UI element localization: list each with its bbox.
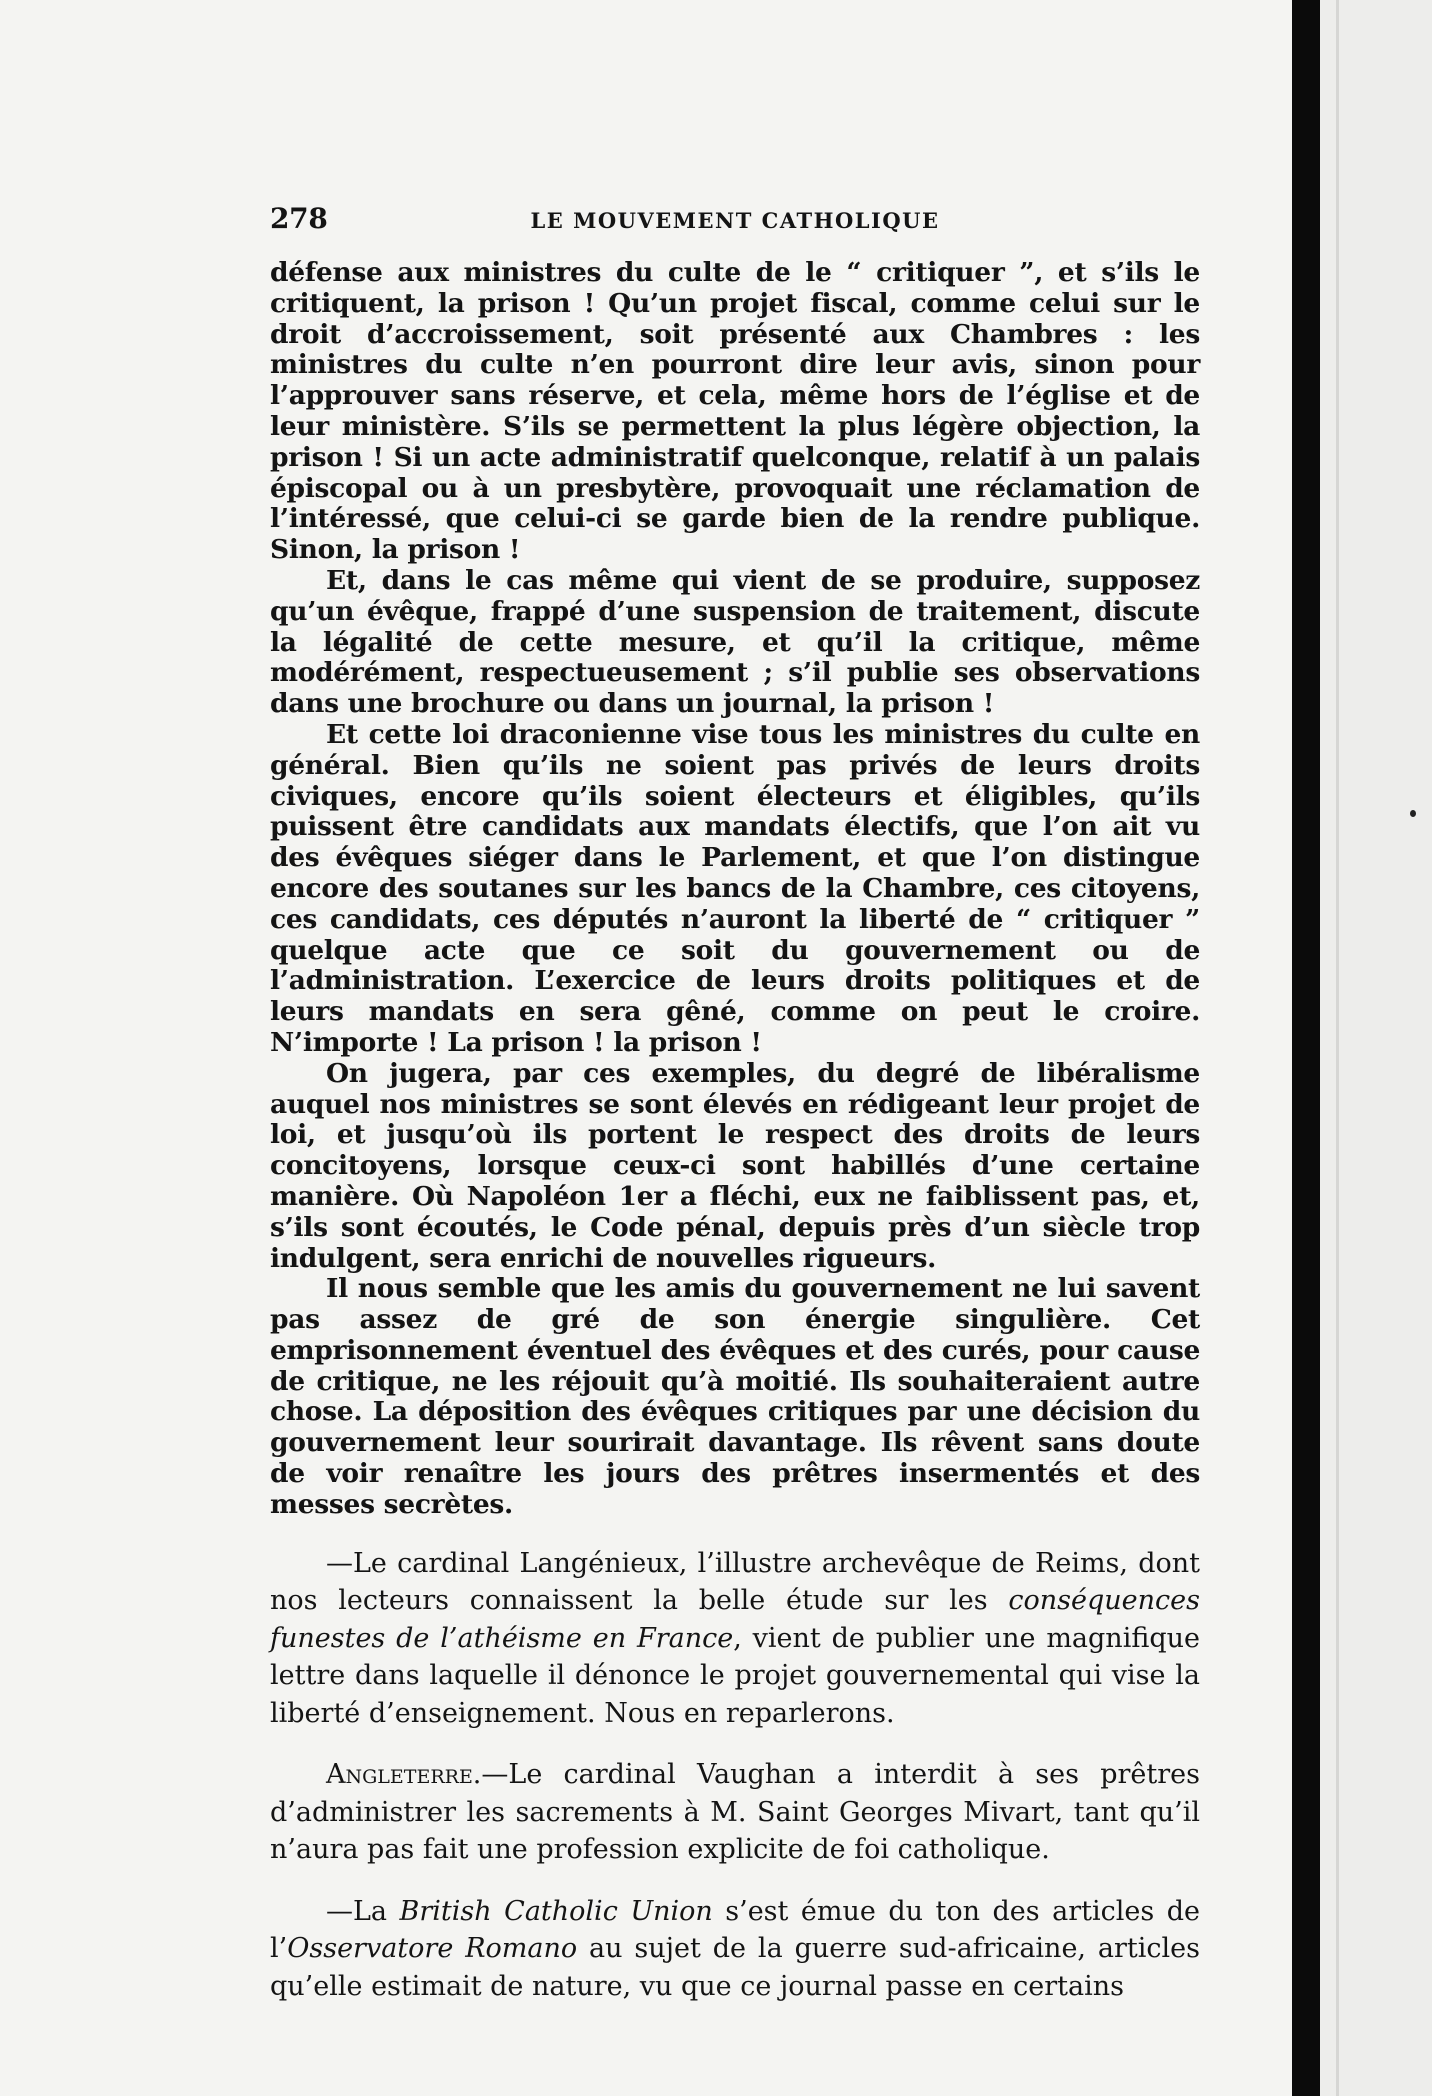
news-text: —La [326,1895,400,1927]
paragraph-2: Et, dans le cas même qui vient de se produire, supposez qu’un évêque, frappé d’une suspension de traitement, discute la légalité de cette mesure, et qu’il la critique, même modérément, respectueusement ; s’il publie ses observations dans une brochure ou dans un journal, la prison ! [270,564,1200,720]
italic-name: British Catholic Union [399,1895,713,1927]
news-text: —Le cardinal Vaughan a interdit à ses prêtres d’administrer les sacrements à M. Saint Georges Mivart, tant qu’il n’aura pas fait une profession explicite de foi catholique. [270,1759,1200,1866]
paragraph-3: Et cette loi draconienne vise tous les ministres du culte en général. Bien qu’ils ne soient pas privés de leurs droits civiques, encore qu’ils soient électeurs et éligibles, qu’ils puissent être candidats aux mandats électifs, que l’on ait vu des évêques siéger dans le Parlement, et que l’on distingue encore des soutanes sur les bancs de la Chambre, ces citoyens, ces candidats, ces députés n’auront la liberté de “ critiquer ” quelque acte que ce soit du gouvernement ou de l’administration. L’exercice de leurs droits politiques et de leurs mandats en sera gêné, comme on peut le croire. N’importe ! La prison ! la prison ! [270,718,1200,1058]
news-text: au sujet de la guerre sud-africaine, articles qu’elle estimait de nature, vu que ce journal passe en certains [270,1933,1200,2002]
paragraph-1: défense aux ministres du culte de le “ critiquer ”, et s’ils le critiquent, la prison ! Qu’un projet fiscal, comme celui sur le droit d’accroissement, soit présenté aux Chambres : les ministres du culte n’en pourront dire leur avis, sinon pour l’approuver sans réserve, et cela, même hors de l’église et de leur ministère. S’ils se permettent la plus légère objection, la prison ! Si un acte administratif quelconque, relatif à un palais épiscopal ou à un presbytère, provoquait une réclamation de l’intéressé, que celui-ci se garde bien de la rendre publique. Sinon, la prison ! [270,257,1200,566]
italic-title: conséquences funestes de l’athéisme en France [270,1585,1200,1654]
book-gutter [1292,0,1320,2096]
running-title: LE MOUVEMENT CATHOLIQUE [530,208,940,233]
news-item-angleterre [270,1756,1200,1869]
paragraph-5: Il nous semble que les amis du gouvernement ne lui savent pas assez de gré de son énergie singulière. Cet emprisonnement éventuel des évêques et des curés, pour cause de critique, ne les réjouit qu’à moitié. Ils souhaiteraient autre chose. La déposition des évêques critiques par une décision du gouvernement leur sourirait davantage. Ils rêvent sans doute de voir renaître les jours des prêtres insermentés et des messes secrètes. [270,1273,1200,1520]
italic-name: Osservatore Romano [287,1933,578,1965]
page-edge-line [1336,0,1339,2096]
news-text: s’est émue du ton des articles de l’ [270,1895,1201,1965]
news-item-british-catholic-union [270,1893,1200,2006]
country-heading: Angleterre. [326,1759,482,1791]
news-text: , vient de publier une magnifique lettre dans laquelle il dénonce le projet gouvernemental qui vise la liberté d’enseignement. Nous en reparlerons. [270,1622,1200,1729]
page-number: 278 [270,202,328,235]
page-content [270,204,1200,2005]
page-header [270,204,1200,244]
stray-mark [1410,810,1416,817]
paragraph-4: On jugera, par ces exemples, du degré de libéralisme auquel nos ministres se sont élevés en rédigeant leur projet de loi, et jusqu’où ils portent le respect des droits de leurs concitoyens, lorsque ceux-ci sont habillés d’une certaine manière. Où Napoléon 1er a fléchi, eux ne faiblissent pas, et, s’ils sont écoutés, le Code pénal, depuis près d’un siècle trop indulgent, sera enrichi de nouvelles rigueurs. [270,1057,1200,1274]
news-text: —Le cardinal Langénieux, l’illustre archevêque de Reims, dont nos lecteurs connaissent la belle étude sur les [270,1547,1200,1617]
news-item-langenieux [270,1545,1200,1733]
